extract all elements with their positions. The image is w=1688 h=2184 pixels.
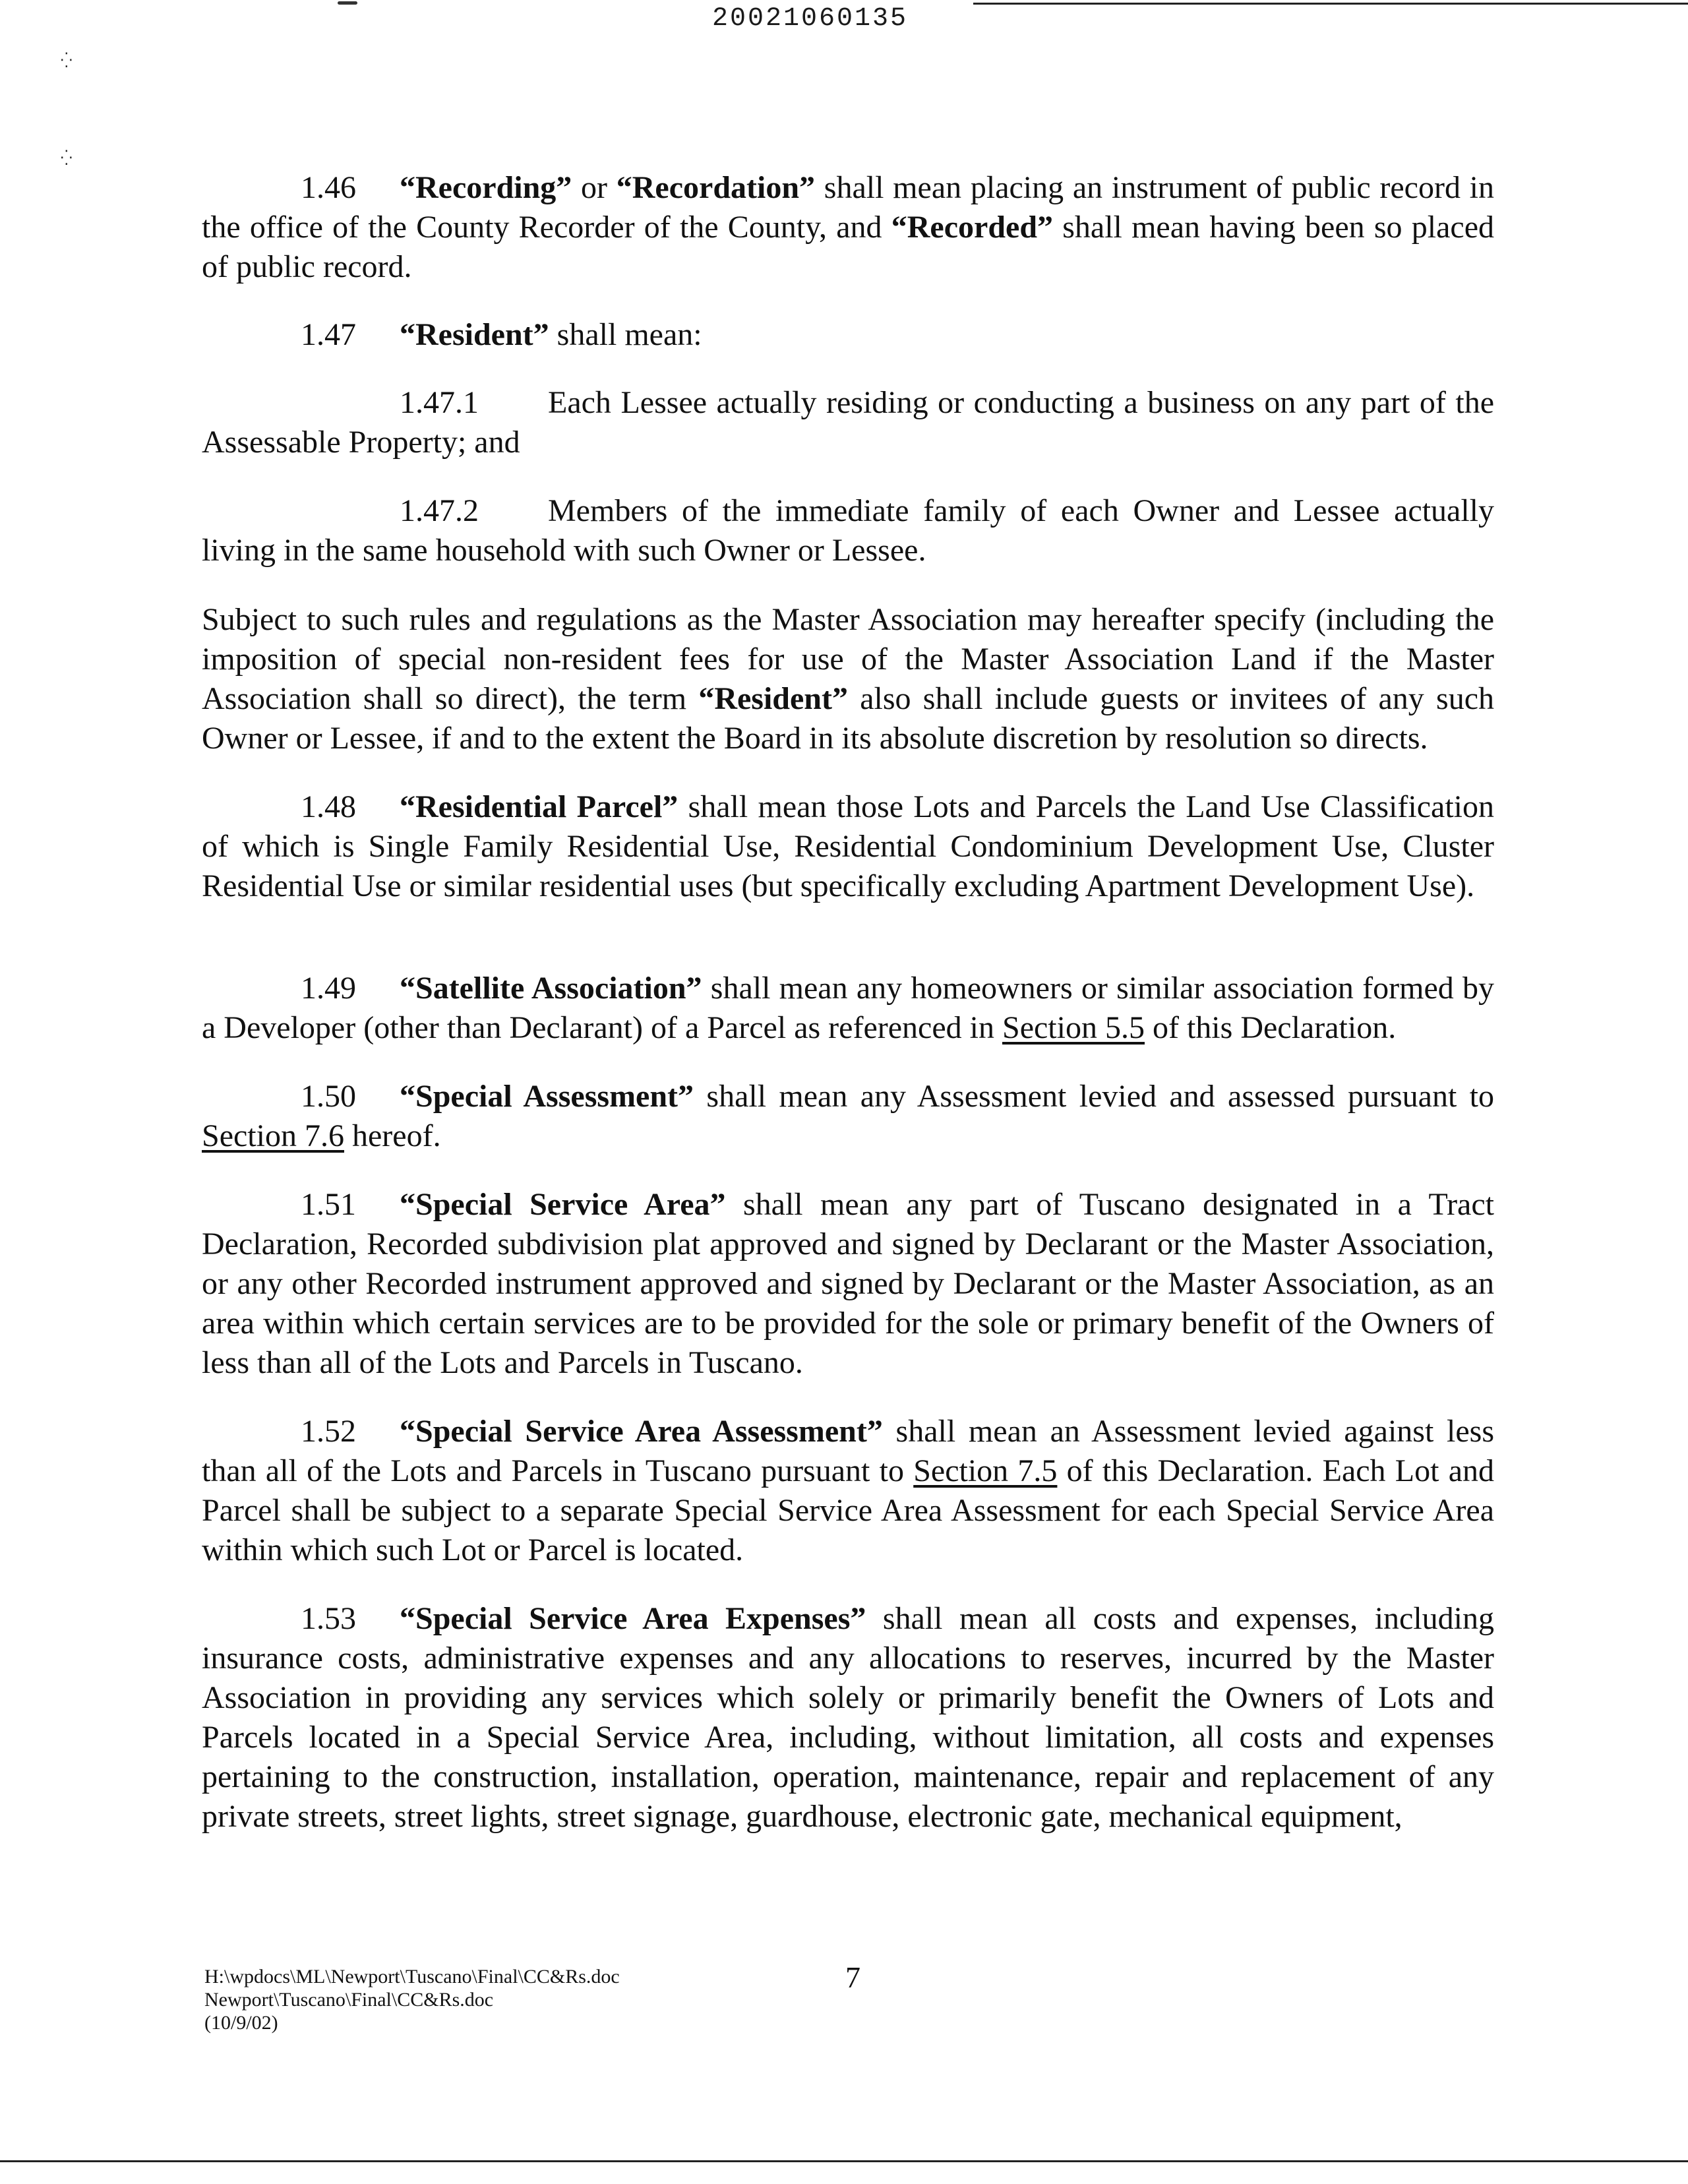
section-1-47-2 [202, 491, 1494, 570]
section-1-51 [202, 1185, 1494, 1383]
section-text: Each Lessee actually residing or conducting a business on any part of the Assessable Property; and [202, 385, 1494, 460]
section-1-47 [202, 315, 1494, 355]
section-text: hereof. [344, 1118, 441, 1153]
footer-path-1: H:\wpdocs\ML\Newport\Tuscano\Final\CC&Rs.doc [204, 1966, 620, 1987]
section-1-52 [202, 1412, 1494, 1570]
section-reference-link: Section 7.5 [913, 1453, 1058, 1488]
page-number: 7 [845, 1960, 860, 1994]
defined-term: “Recorded” [891, 210, 1054, 245]
section-number: 1.47.1 [400, 385, 479, 420]
bottom-rule [0, 2160, 1688, 2162]
defined-term: “Residential Parcel” [400, 789, 678, 824]
section-number: 1.48 [301, 789, 356, 824]
section-number: 1.50 [301, 1079, 356, 1114]
scan-mark [338, 1, 357, 5]
section-1-50 [202, 1077, 1494, 1156]
footer-path-2: Newport\Tuscano\Final\CC&Rs.doc [204, 1989, 494, 2011]
section-text: of this Declaration. Each Lot and Parcel shall be subject to a separate Special Service Area Assessment for each Special Service Area within which such Lot or Parcel is located. [202, 1453, 1494, 1567]
section-number: 1.47.2 [400, 493, 479, 528]
section-text: Subject to such rules and regulations as the Master Association may hereafter specify (including the imposition of special non-resident fees for use of the Master Association Land if the Master Association shall so direct), the term [202, 602, 1494, 716]
defined-term: “Satellite Association” [400, 971, 702, 1006]
defined-term: “Recordation” [616, 170, 816, 205]
section-number: 1.51 [301, 1187, 356, 1222]
section-text: or [572, 170, 617, 205]
footer-file-info [204, 1965, 620, 2034]
section-number: 1.53 [301, 1601, 356, 1636]
section-text: shall mean all costs and expenses, including insurance costs, administrative expenses and any allocations to reserves, incurred by the Master Association in providing any services which solely or primarily benefit the Owners of Lots and Parcels located in a Special Service Area, including, without limitation, all costs and expenses pertaining to the construction, installation, operation, maintenance, repair and replacement of any private streets, street lights, street signage, guardhouse, electronic gate, mechanical equipment, [202, 1601, 1495, 1834]
section-text: shall mean placing an instrument of public record in the office of the County Recorder of the County, and [202, 170, 1495, 245]
defined-term: “Recording” [400, 170, 572, 205]
section-text: shall mean those Lots and Parcels the Land Use Classification of which is Single Family Residential Use, Residential Condominium Development Use, Cluster Residential Use or similar residential uses (but specifically excluding Apartment Development Use). [202, 789, 1494, 903]
section-text: of this Declaration. [1144, 1010, 1397, 1045]
section-reference-link: Section 7.6 [202, 1118, 344, 1153]
section-text: shall mean having been so placed of public record. [202, 210, 1494, 284]
section-text: shall mean an Assessment levied against less than all of the Lots and Parcels in Tuscano pursuant to [202, 1414, 1495, 1488]
section-1-46 [202, 168, 1494, 287]
defined-term: “Special Service Area Assessment” [400, 1414, 883, 1449]
defined-term: “Special Assessment” [400, 1079, 694, 1114]
defined-term: “Resident” [698, 681, 848, 716]
section-number: 1.52 [301, 1414, 356, 1449]
scan-speck: ⁛ [61, 150, 73, 167]
resident-note [202, 600, 1494, 758]
section-1-47-1 [202, 383, 1494, 462]
scan-speck: ⁛ [61, 53, 73, 69]
section-text: shall mean any Assessment levied and assessed pursuant to [694, 1079, 1495, 1114]
section-number: 1.47 [301, 317, 356, 352]
document-number: 20021060135 [712, 4, 909, 34]
section-text: shall mean any part of Tuscano designated in a Tract Declaration, Recorded subdivision plat approved and signed by Declarant or the Master Association, or any other Recorded instrument approved and signed by Declarant or the Master Association, as an area within which certain services are to be provided for the sole or primary benefit of the Owners of less than all of the Lots and Parcels in Tuscano. [202, 1187, 1495, 1380]
section-1-53 [202, 1599, 1494, 1836]
section-number: 1.49 [301, 971, 356, 1006]
defined-term: “Special Service Area Expenses” [400, 1601, 866, 1636]
defined-term: “Resident” [400, 317, 549, 352]
document-body [202, 168, 1494, 1836]
defined-term: “Special Service Area” [400, 1187, 726, 1222]
section-1-49 [202, 969, 1494, 1048]
section-number: 1.46 [301, 170, 356, 205]
section-text: shall mean any homeowners or similar association formed by a Developer (other than Declarant) of a Parcel as referenced in [202, 971, 1494, 1045]
section-text: also shall include guests or invitees of any such Owner or Lessee, if and to the extent the Board in its absolute discretion by resolution so directs. [202, 681, 1495, 756]
section-reference-link: Section 5.5 [1002, 1010, 1145, 1045]
top-rule [973, 3, 1688, 5]
footer-date: (10/9/02) [204, 2012, 278, 2034]
section-text: Members of the immediate family of each Owner and Lessee actually living in the same household with such Owner or Lessee. [202, 493, 1494, 568]
section-1-48 [202, 787, 1494, 906]
section-text: shall mean: [549, 317, 702, 352]
